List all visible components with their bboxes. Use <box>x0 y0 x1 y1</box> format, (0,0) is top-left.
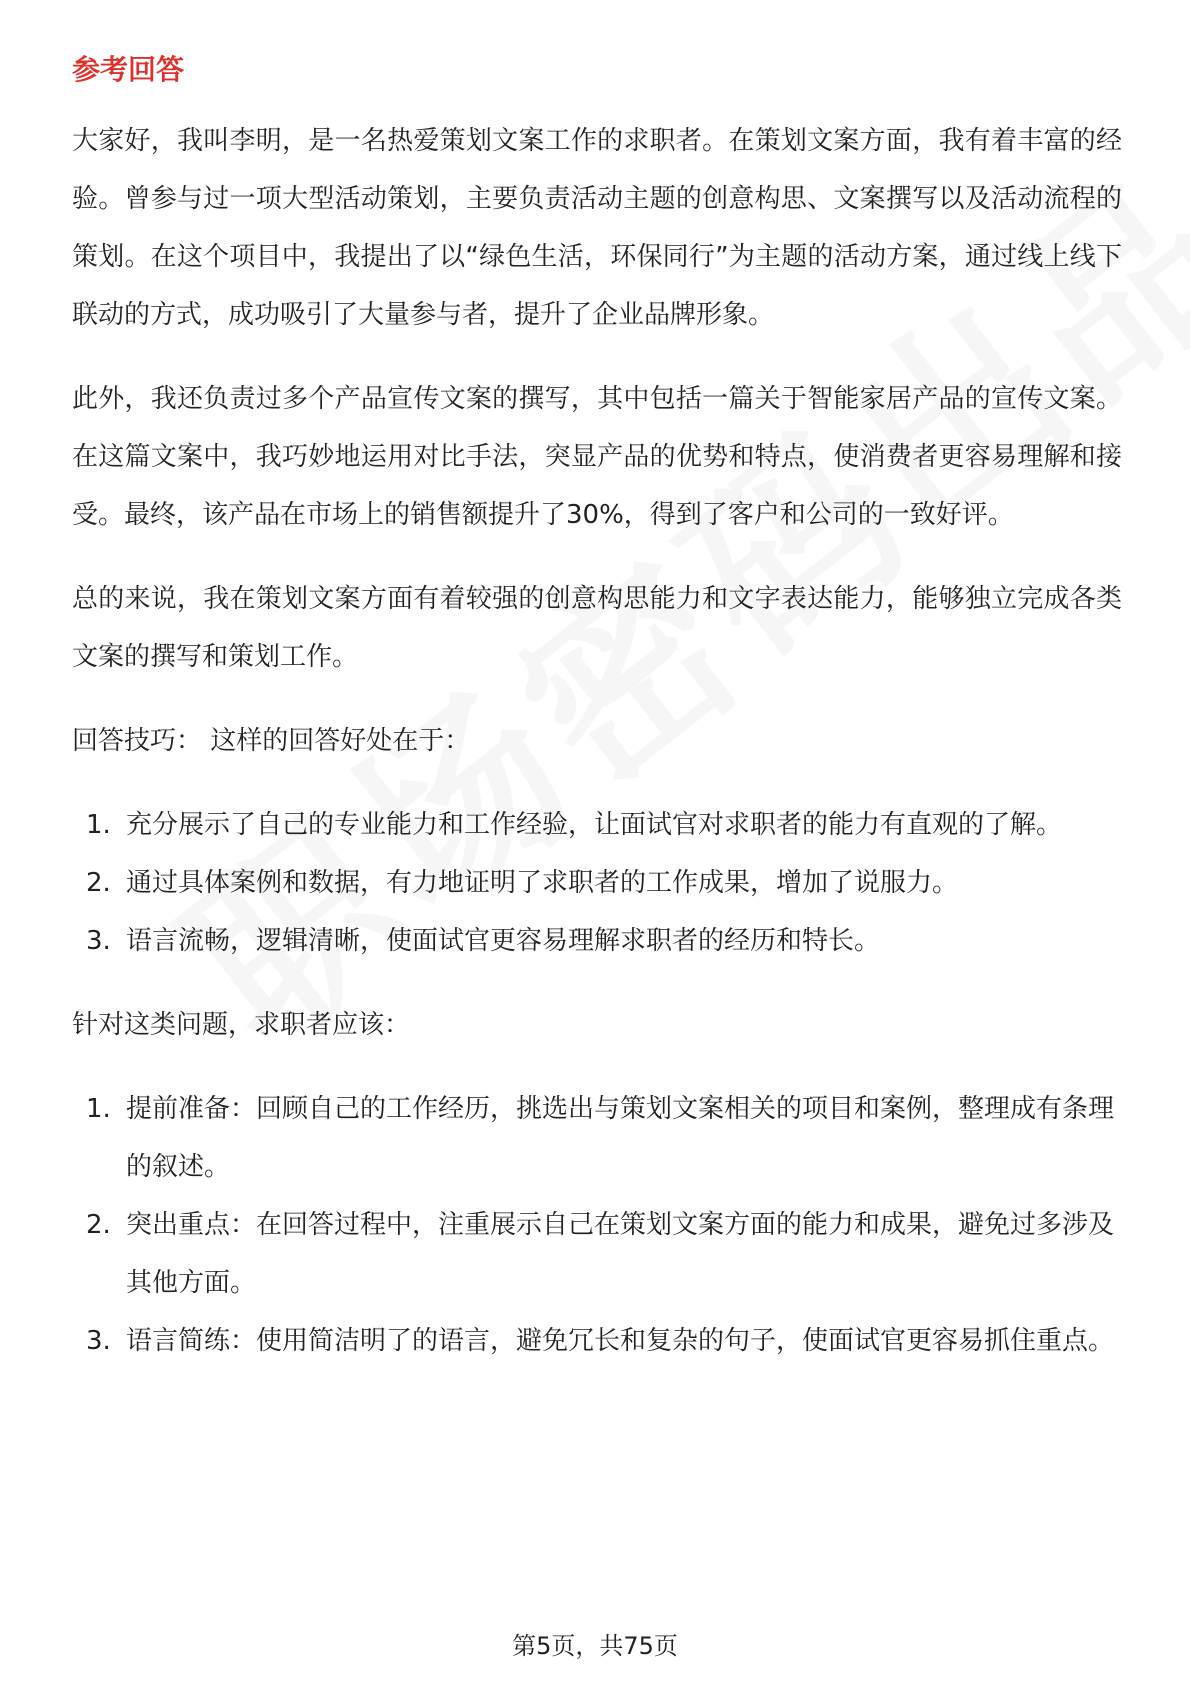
list-number: 2. <box>86 868 111 898</box>
list-item <box>72 1312 1122 1370</box>
list-item <box>72 854 1122 912</box>
list-item-text: 通过具体案例和数据，有力地证明了求职者的工作成果，增加了说服力。 <box>126 868 959 898</box>
answer-paragraph-3: 总的来说，我在策划文案方面有着较强的创意构思能力和文字表达能力，能够独立完成各类文案的撰写和策划工作。 <box>72 584 1122 672</box>
tips-list <box>72 796 1122 970</box>
list-item <box>72 796 1122 854</box>
list-number: 2. <box>86 1210 111 1240</box>
list-item-text: 突出重点：在回答过程中，注重展示自己在策划文案方面的能力和成果，避免过多涉及其他方面。 <box>126 1210 1115 1298</box>
page-number-footer: 第5页，共75页 <box>512 1632 678 1660</box>
answer-paragraph-1: 大家好，我叫李明，是一名热爱策划文案工作的求职者。在策划文案方面，我有着丰富的经验。曾参与过一项大型活动策划，主要负责活动主题的创意构思、文案撰写以及活动流程的策划。在这个项目中，我提出了以“绿色生活，环保同行”为主题的活动方案，通过线上线下联动的方式，成功吸引了大量参与者，提升了企业品牌形象。 <box>72 126 1122 330</box>
advice-label: 针对这类问题，求职者应该： <box>72 1010 411 1040</box>
page-content <box>72 50 1122 1396</box>
section-heading: 参考回答 <box>72 53 185 86</box>
list-item-text: 提前准备：回顾自己的工作经历，挑选出与策划文案相关的项目和案例，整理成有条理的叙述。 <box>126 1094 1115 1182</box>
list-number: 3. <box>86 1326 111 1356</box>
list-number: 1. <box>86 810 111 840</box>
list-number: 3. <box>86 926 111 956</box>
list-number: 1. <box>86 1094 111 1124</box>
list-item-text: 充分展示了自己的专业能力和工作经验，让面试官对求职者的能力有直观的了解。 <box>126 810 1063 840</box>
list-item <box>72 1196 1122 1312</box>
list-item-text: 语言流畅，逻辑清晰，使面试官更容易理解求职者的经历和特长。 <box>126 926 881 956</box>
list-item <box>72 1080 1122 1196</box>
tips-label: 回答技巧： 这样的回答好处在于： <box>72 726 471 756</box>
list-item <box>72 912 1122 970</box>
answer-paragraph-2: 此外，我还负责过多个产品宣传文案的撰写，其中包括一篇关于智能家居产品的宣传文案。在这篇文案中，我巧妙地运用对比手法，突显产品的优势和特点，使消费者更容易理解和接受。最终，该产品在市场上的销售额提升了30%，得到了客户和公司的一致好评。 <box>72 384 1122 530</box>
advice-list <box>72 1080 1122 1370</box>
list-item-text: 语言简练：使用简洁明了的语言，避免冗长和复杂的句子，使面试官更容易抓住重点。 <box>126 1326 1115 1356</box>
